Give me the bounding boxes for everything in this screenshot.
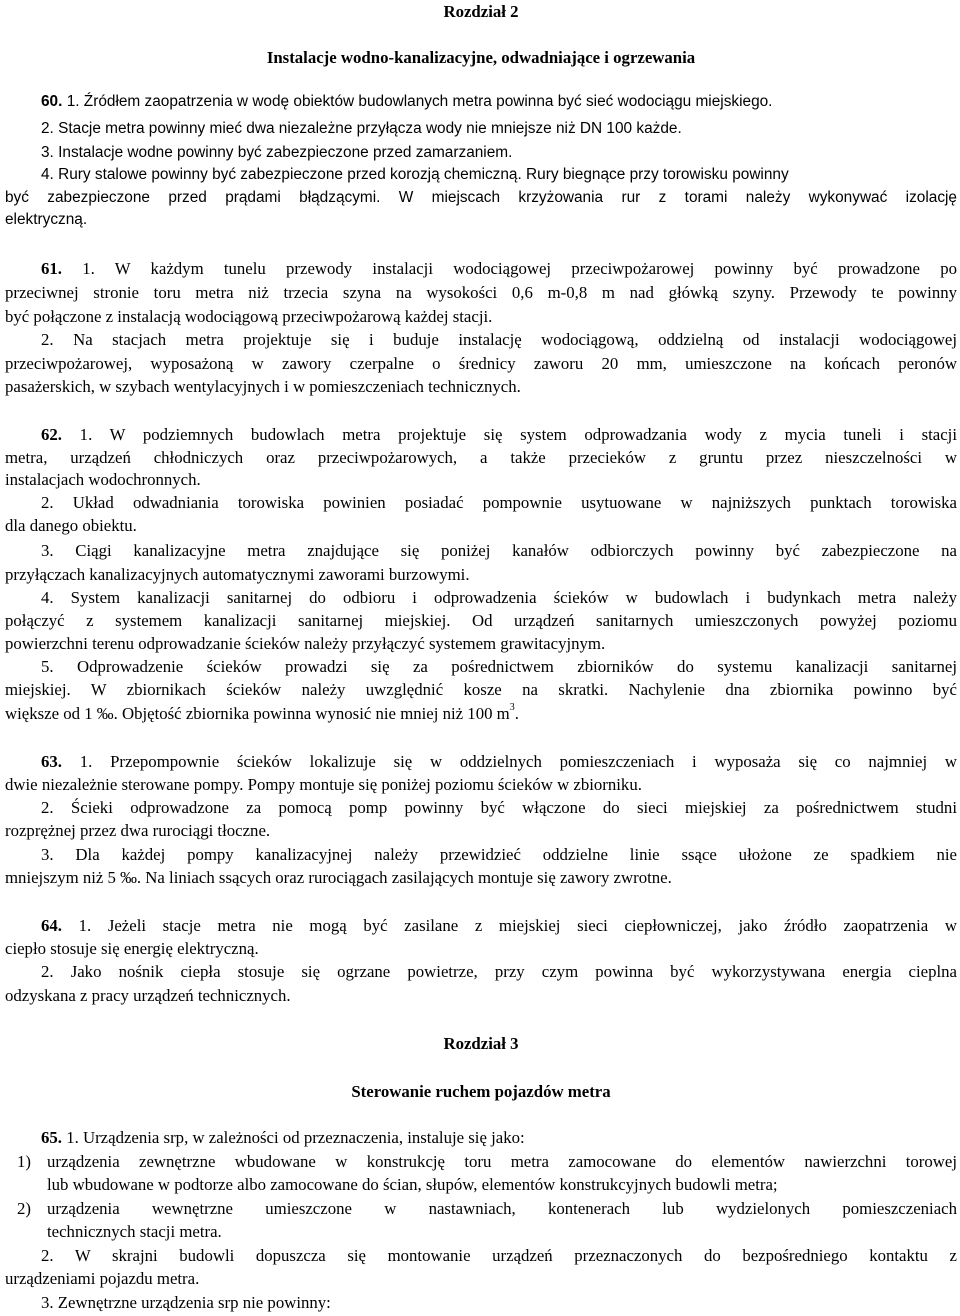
paragraph-60-line-6: elektryczną.	[5, 211, 88, 228]
paragraph-62-line-10: powierzchni terenu odprowadzanie ścieków należy przyłączyć systemem grawitacyjnym.	[5, 634, 606, 653]
paragraph-61-line-5: przeciwpożarowej, wyposażoną w zawory czerpalne o średnicy zaworu 20 mm, umieszczone na końcach peronów	[5, 354, 957, 373]
paragraph-63-line-4: rozprężnej przez dwa rurociągi tłoczne.	[5, 821, 271, 840]
paragraph-61-line-3: być połączone z instalacją wodociągową przeciwpożarową każdej stacji.	[5, 307, 493, 326]
paragraph-64-line-1	[41, 915, 957, 937]
paragraph-62-line-1	[41, 424, 957, 446]
paragraph-text: większe od 1 ‰. Objętość zbiornika powinna wynosić nie mniej niż 100 m	[5, 704, 510, 723]
paragraph-number: 62.	[41, 425, 62, 444]
paragraph-64-line-4: odzyskana z pracy urządzeń technicznych.	[5, 986, 291, 1005]
paragraph-63-line-1	[41, 751, 957, 773]
list-item-1-line-1: urządzenia zewnętrzne wbudowane w konstrukcję toru metra zamocowane do elementów nawierzchni torowej	[47, 1152, 957, 1171]
chapter-heading: Rozdział 3	[443, 1034, 519, 1053]
paragraph-63-line-3: 2. Ścieki odprowadzone za pomocą pomp powinny być włączone do sieci miejskiej za pośrednictwem studni	[41, 798, 957, 817]
paragraph-60-line-5: być zabezpieczone przed prądami błądzącymi. W miejscach krzyżowania rur z torami należy wykonywać izolację	[5, 189, 957, 206]
paragraph-number: 65.	[41, 1128, 62, 1147]
list-item-number: 1)	[17, 1152, 31, 1171]
paragraph-65-line-4: 3. Zewnętrzne urządzenia srp nie powinny:	[41, 1293, 331, 1312]
paragraph-text: 1. Przepompownie ścieków lokalizuje się w oddzielnych pomieszczeniach i wyposaża się co najmniej w	[79, 752, 957, 771]
paragraph-63-line-6: mniejszym niż 5 ‰. Na liniach ssących oraz rurociągach zasilających montuje się zawory zwrotne.	[5, 868, 672, 887]
paragraph-62-line-11: 5. Odprowadzenie ścieków prowadzi się za pośrednictwem zbiorników do systemu kanalizacji sanitarnej	[41, 657, 957, 676]
paragraph-62-line-12: miejskiej. W zbiornikach ścieków należy uwzględnić kosze na skratki. Nachylenie dna zbiornika powinno być	[5, 680, 957, 699]
paragraph-63-line-2: dwie niezależnie sterowane pompy. Pompy montuje się poniżej poziomu ścieków w zbiorniku.	[5, 775, 642, 794]
paragraph-64-line-3: 2. Jako nośnik ciepła stosuje się ogrzane powietrze, przy czym powinna być wykorzystywana energia cieplna	[41, 962, 957, 981]
chapter-title: Sterowanie ruchem pojazdów metra	[351, 1082, 611, 1101]
paragraph-65-line-3: urządzeniami pojazdu metra.	[5, 1269, 200, 1288]
paragraph-text: 1. Źródłem zaopatrzenia w wodę obiektów budowlanych metra powinna być sieć wodociągu miejskiego.	[66, 93, 773, 110]
paragraph-60-line-4: 4. Rury stalowe powinny być zabezpieczone przed korozją chemiczną. Rury biegnące przy torowisku powinny	[41, 166, 789, 183]
chapter-heading: Rozdział 2	[443, 2, 519, 21]
paragraph-62-line-8: 4. System kanalizacji sanitarnej do odbioru i odprowadzenia ścieków w budowlach i budynkach metra należy	[41, 588, 957, 607]
list-item-number: 2)	[17, 1199, 31, 1218]
list-item-1-line-2: lub wbudowane w podtorze albo zamocowane do ścian, słupów, elementów konstrukcyjnych budowli metra;	[47, 1175, 778, 1194]
chapter-title: Instalacje wodno-kanalizacyjne, odwadniające i ogrzewania	[266, 48, 696, 67]
paragraph-61-line-6: pasażerskich, w szybach wentylacyjnych i w pomieszczeniach technicznych.	[5, 377, 521, 396]
paragraph-number: 60.	[41, 93, 63, 110]
paragraph-62-line-5: dla danego obiektu.	[5, 516, 137, 535]
list-item-2-line-1: urządzenia wewnętrzne umieszczone w nastawniach, kontenerach lub wydzielonych pomieszczeniach	[47, 1199, 957, 1218]
paragraph-65-line-2: 2. W skrajni budowli dopuszcza się montowanie urządzeń przeznaczonych do bezpośredniego kontaktu z	[41, 1246, 957, 1265]
paragraph-number: 61.	[41, 259, 62, 278]
paragraph-60-line-3: 3. Instalacje wodne powinny być zabezpieczone przed zamarzaniem.	[41, 144, 513, 161]
paragraph-62-line-9: połączyć z systemem kanalizacji sanitarnej miejskiej. Od urządzeń sanitarnych umieszczonych powyżej poziomu	[5, 611, 957, 630]
paragraph-62-line-4: 2. Układ odwadniania torowiska powinien posiadać pompownie usytuowane w najniższych punktach torowiska	[41, 493, 957, 512]
paragraph-65-line-1	[41, 1127, 957, 1149]
paragraph-61-line-2: przeciwnej stronie toru metra niż trzecia szyna na wysokości 0,6 m-0,8 m nad główką szyny. Przewody te powinny	[5, 283, 957, 302]
paragraph-number: 64.	[41, 916, 62, 935]
paragraph-64-line-2: ciepło stosuje się energię elektryczną.	[5, 939, 259, 958]
paragraph-text: 1. W podziemnych budowlach metra projektuje się system odprowadzania wody z mycia tuneli i stacji	[79, 425, 957, 444]
paragraph-number: 63.	[41, 752, 62, 771]
paragraph-63-line-5: 3. Dla każdej pompy kanalizacyjnej należy przewidzieć oddzielne linie ssące ułożone ze spadkiem nie	[41, 845, 957, 864]
paragraph-61-line-1	[41, 258, 957, 280]
paragraph-62-line-7: przyłączach kanalizacyjnych automatycznymi zaworami burzowymi.	[5, 565, 470, 584]
paragraph-62-line-6: 3. Ciągi kanalizacyjne metra znajdujące się poniżej kanałów odbiorczych powinny być zabezpieczone na	[41, 541, 957, 560]
paragraph-60-line-1	[41, 91, 957, 113]
paragraph-62-line-13	[5, 703, 957, 725]
paragraph-text: 1. Jeżeli stacje metra nie mogą być zasilane z miejskiej sieci ciepłowniczej, jako źródło zaopatrzenia w	[78, 916, 957, 935]
paragraph-62-line-3: instalacjach wodochronnych.	[5, 470, 201, 489]
paragraph-61-line-4: 2. Na stacjach metra projektuje się i buduje instalację wodociągową, oddzielną od instalacji wodociągowej	[41, 330, 957, 349]
paragraph-60-line-2: 2. Stacje metra powinny mieć dwa niezależne przyłącza wody nie mniejsze niż DN 100 każde.	[41, 120, 682, 137]
list-item-2-line-2: technicznych stacji metra.	[47, 1222, 222, 1241]
paragraph-text-end: .	[514, 704, 519, 723]
paragraph-text: 1. W każdym tunelu przewody instalacji wodociągowej przeciwpożarowej powinny być prowadzone po	[82, 259, 957, 278]
paragraph-text: 1. Urządzenia srp, w zależności od przeznaczenia, instaluje się jako:	[66, 1128, 525, 1147]
paragraph-62-line-2: metra, urządzeń chłodniczych oraz przeciwpożarowych, a także przecieków z gruntu przez nieszczelności w	[5, 448, 957, 467]
superscript: 3	[509, 703, 515, 714]
